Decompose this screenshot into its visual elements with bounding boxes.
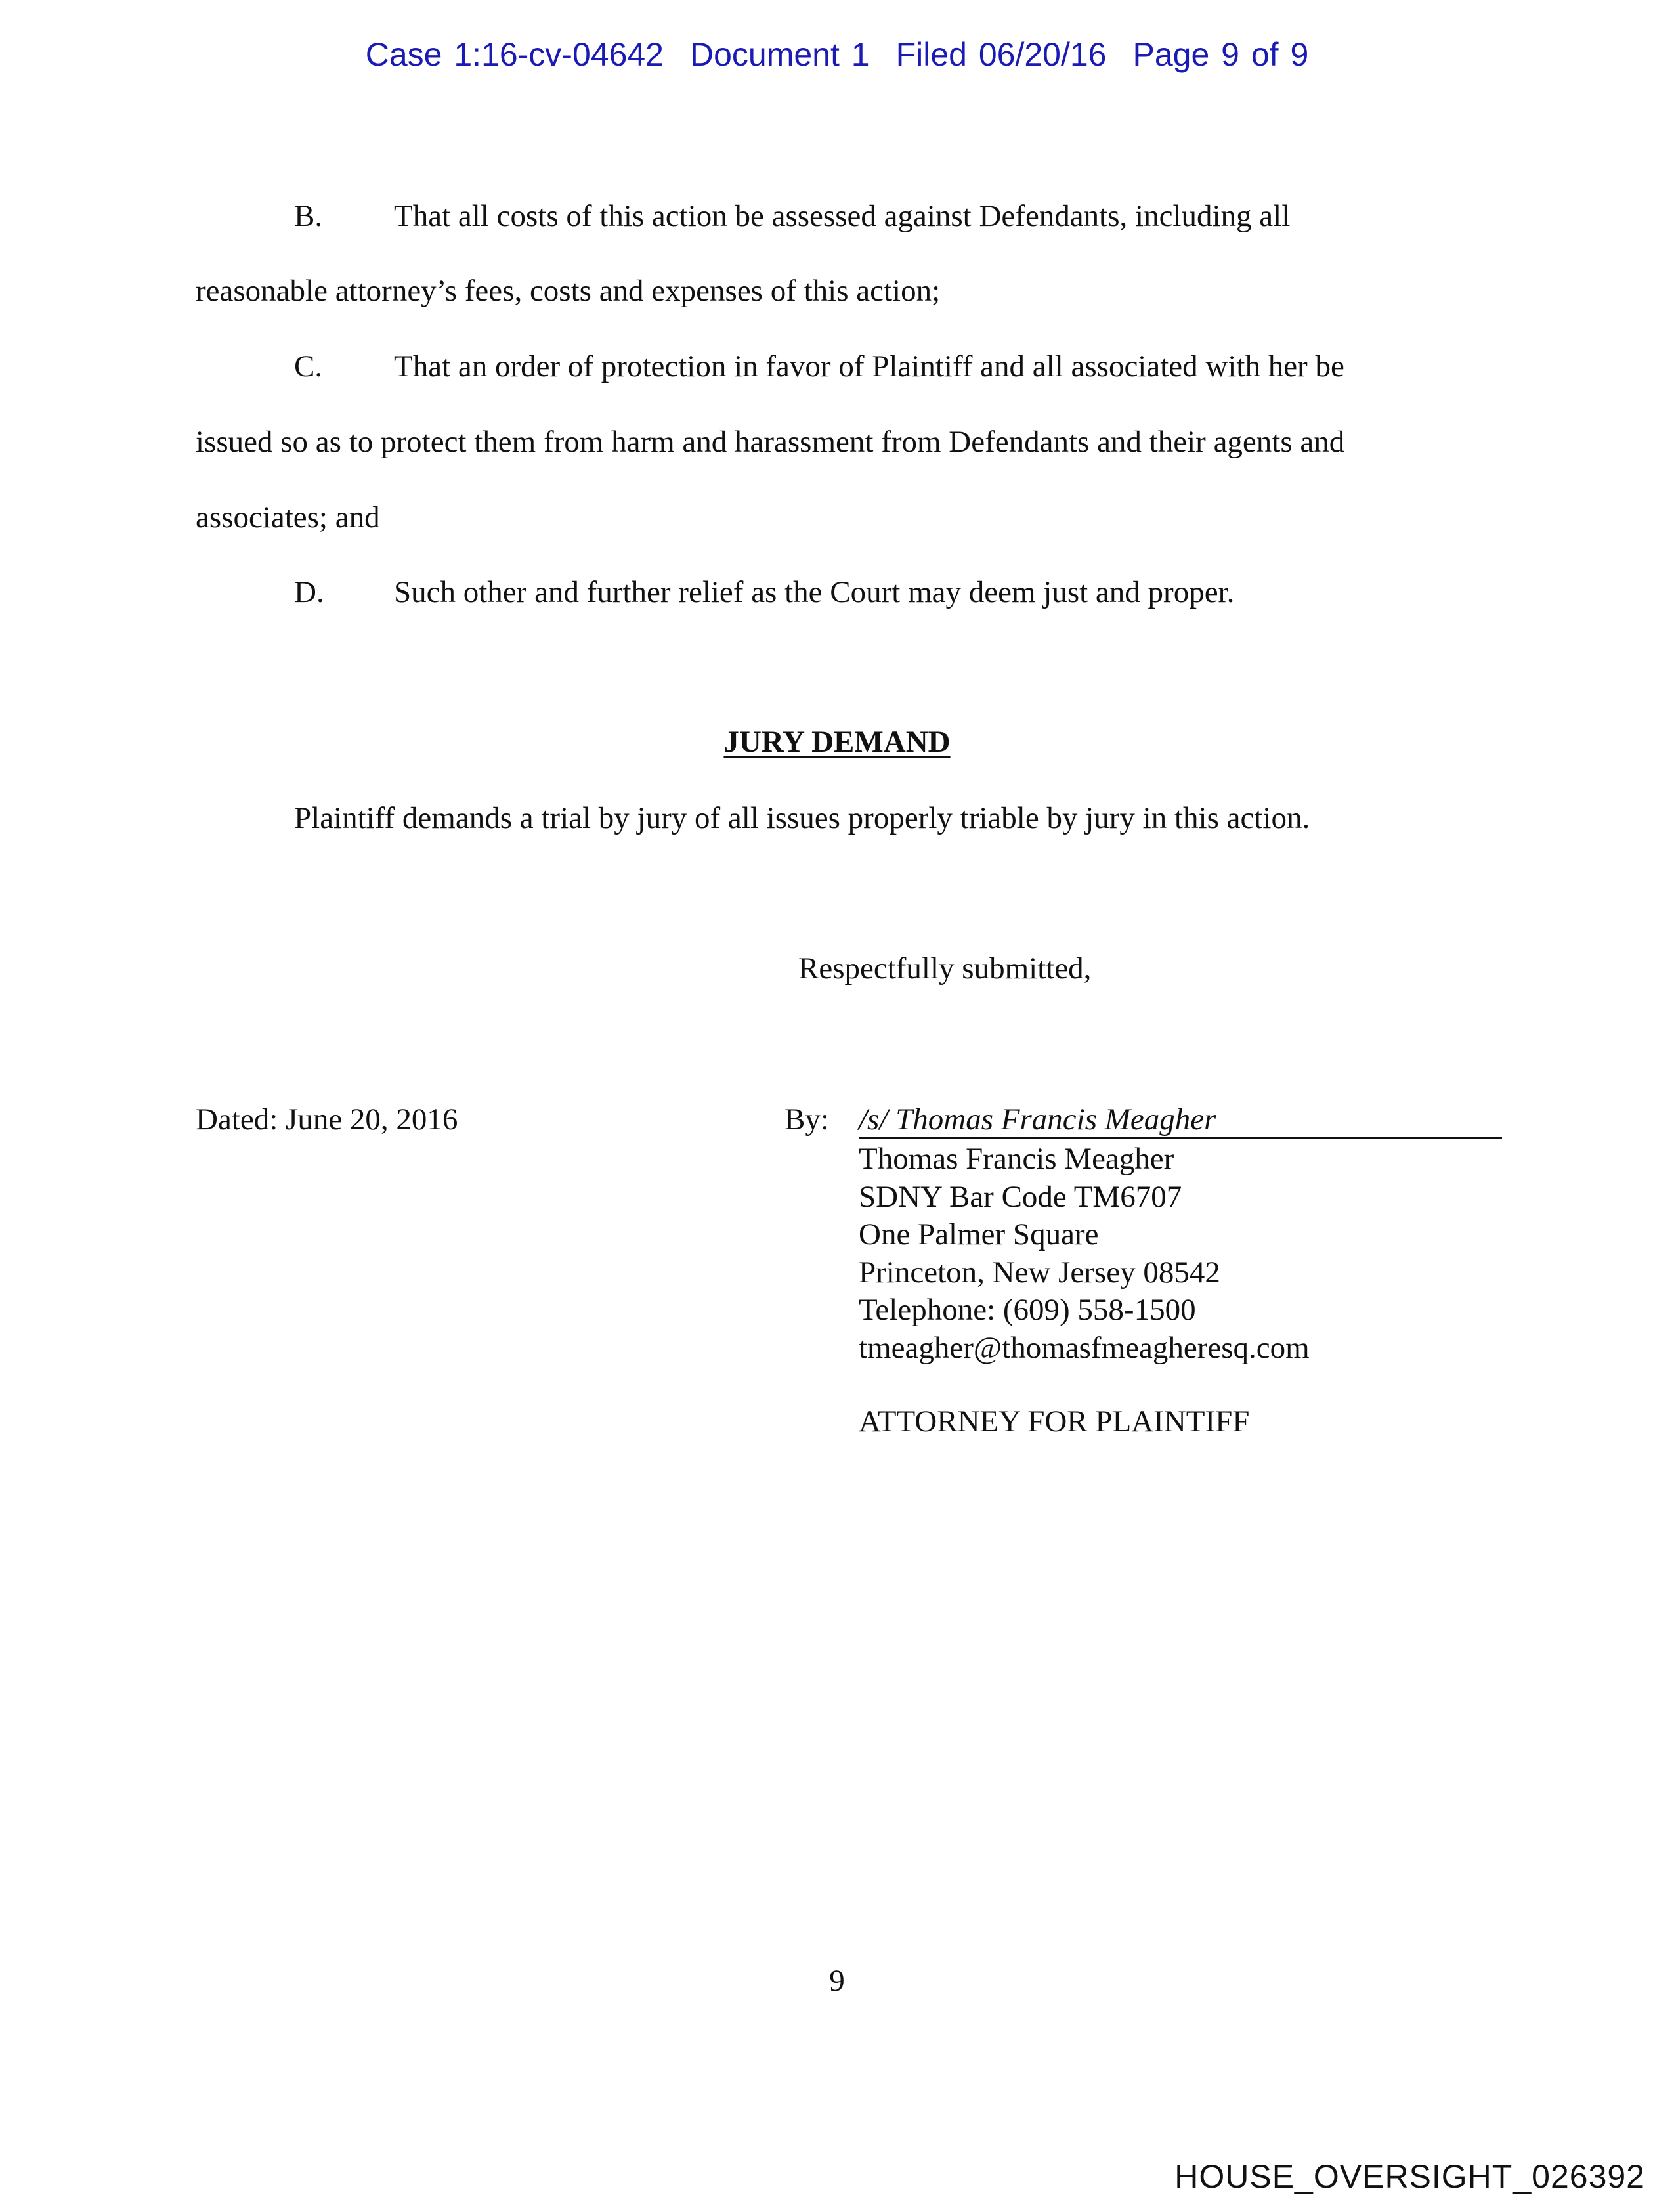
dated-line: Dated: June 20, 2016 (196, 1102, 458, 1137)
attorney-telephone: Telephone: (609) 558-1500 (859, 1293, 1196, 1327)
para-b-line2: reasonable attorney’s fees, costs and expenses of this action; (196, 274, 941, 308)
para-c-line3: associates; and (196, 500, 380, 534)
filed-date: Filed 06/20/16 (895, 36, 1107, 73)
attorney-role: ATTORNEY FOR PLAINTIFF (859, 1404, 1250, 1439)
signature-line (859, 1137, 1502, 1139)
jury-demand-heading: JURY DEMAND (723, 725, 951, 759)
case-header (0, 35, 1674, 74)
by-label: By: (784, 1102, 829, 1137)
attorney-block-spacer (859, 1367, 1310, 1403)
para-b-line1: That all costs of this action be assessed against Defendants, including all (394, 199, 1291, 233)
para-c-line1: That an order of protection in favor of Plaintiff and all associated with her be (394, 349, 1344, 383)
attorney-block (859, 1140, 1310, 1441)
attorney-bar-code: SDNY Bar Code TM6707 (859, 1179, 1182, 1214)
para-c-letter: C. (294, 349, 323, 383)
attorney-address-line1: One Palmer Square (859, 1217, 1099, 1251)
attorney-address-line2: Princeton, New Jersey 08542 (859, 1255, 1220, 1290)
attorney-name: Thomas Francis Meagher (859, 1142, 1174, 1176)
para-d-letter: D. (294, 575, 324, 609)
para-d-line1: Such other and further relief as the Court may deem just and proper. (394, 575, 1235, 609)
bates-number: HOUSE_OVERSIGHT_026392 (1174, 2158, 1645, 2195)
signature: /s/ Thomas Francis Meagher (859, 1102, 1216, 1137)
attorney-email: tmeagher@thomasfmeagheresq.com (859, 1330, 1310, 1365)
document-number: Document 1 (690, 36, 870, 73)
jury-demand-text: Plaintiff demands a trial by jury of all issues properly triable by jury in this action. (294, 801, 1310, 835)
page-number: 9 (829, 1964, 845, 1998)
para-b-letter: B. (294, 199, 323, 233)
para-c-line2: issued so as to protect them from harm and harassment from Defendants and their agents and (196, 425, 1345, 459)
page-indicator: Page 9 of 9 (1132, 36, 1309, 73)
case-number: Case 1:16-cv-04642 (365, 36, 664, 73)
respectfully-submitted: Respectfully submitted, (798, 951, 1092, 986)
